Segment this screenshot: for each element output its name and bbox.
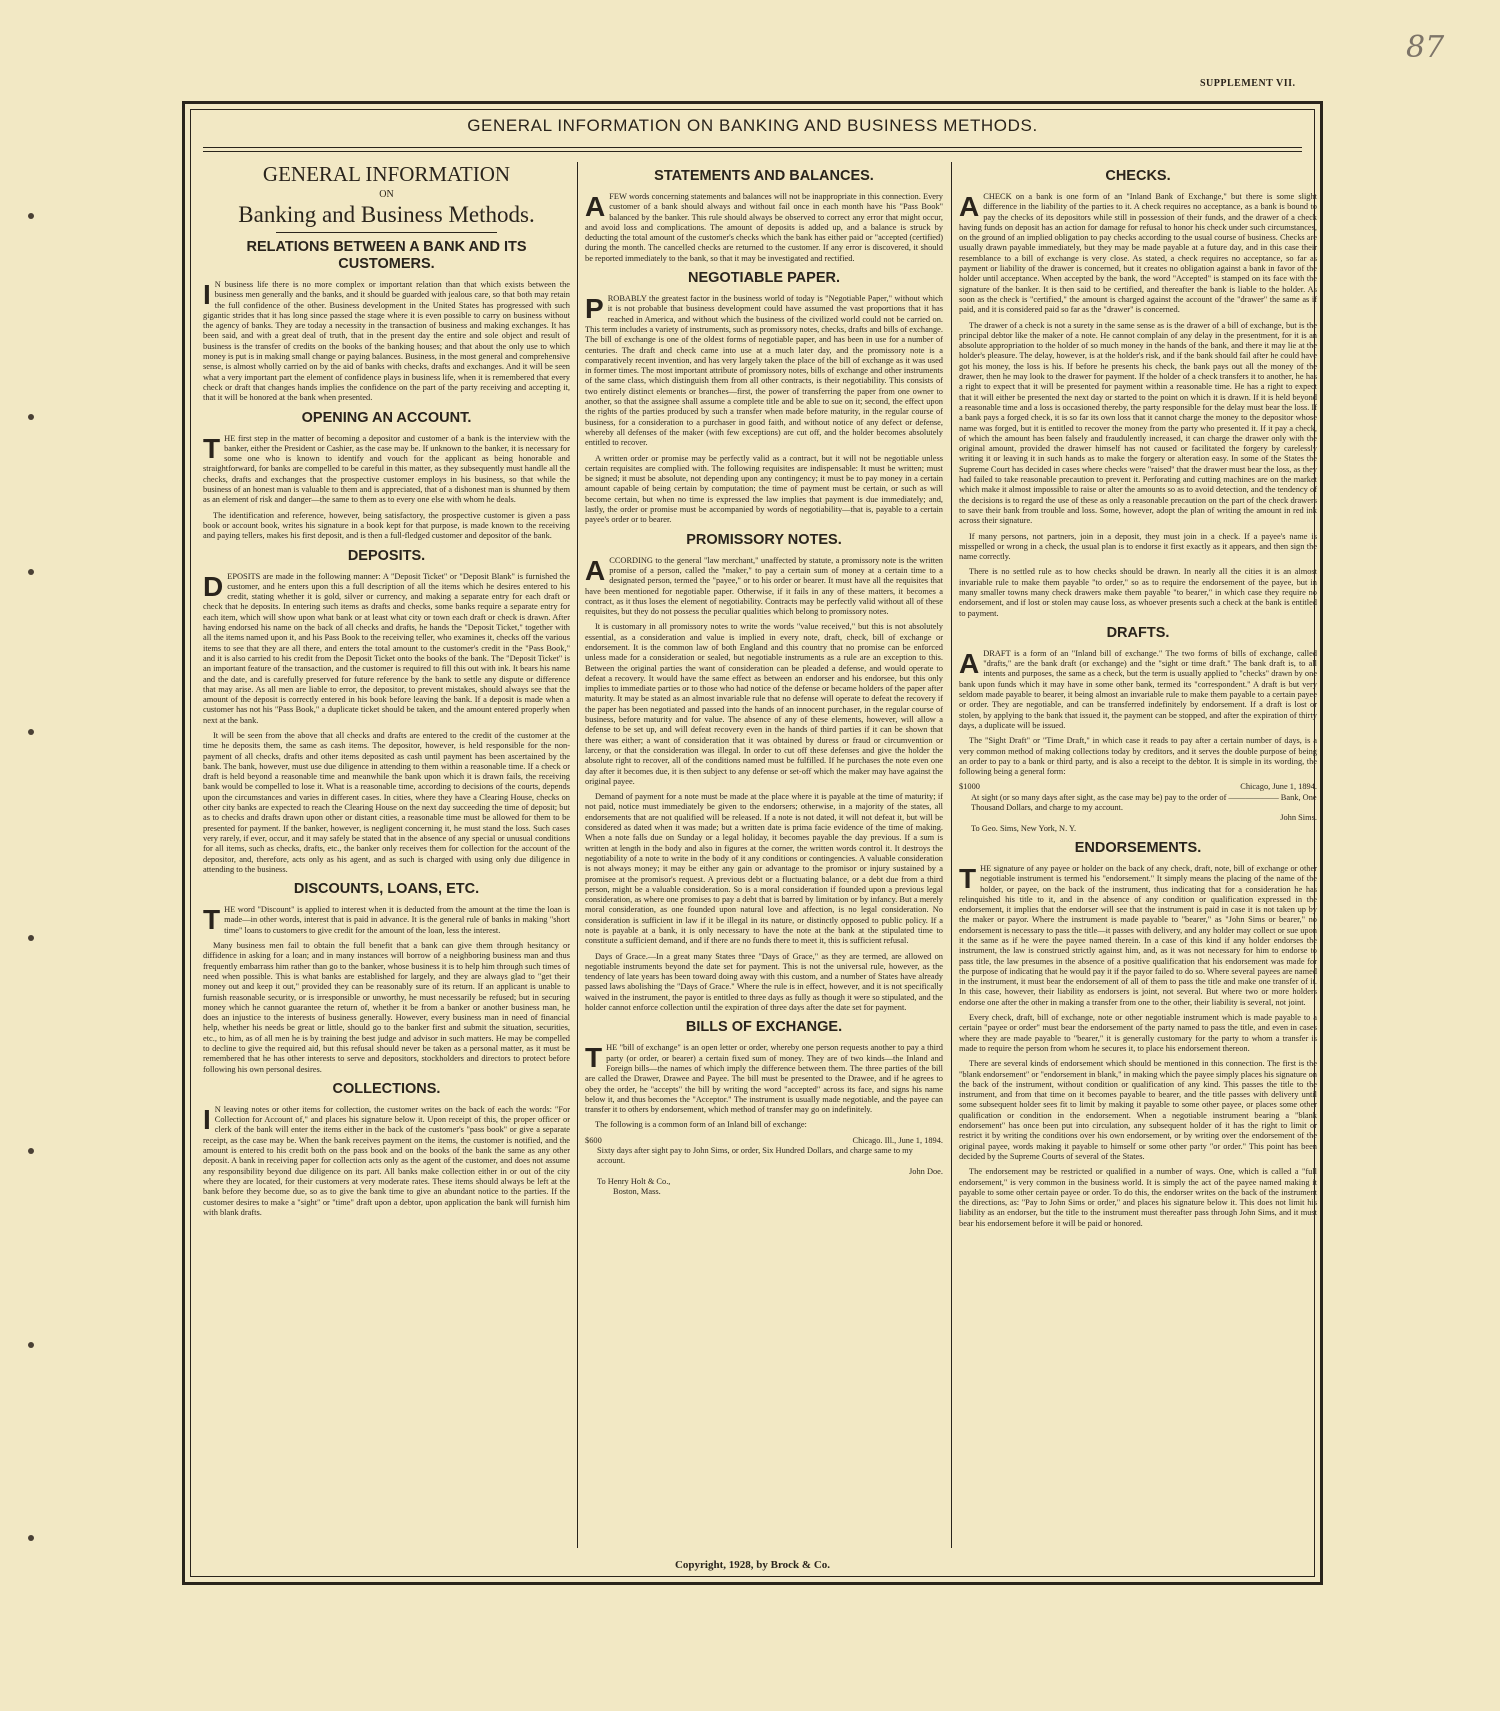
col2-sections [585,168,943,1131]
paragraph-text: HE word "Discount" is applied to interest when it is deducted from the amount at the time the loan is made—in other words, interest that is paid in advance. It is the general rule of banks in making "short time" loans to customers to give credit for the amount of the loan, less the interest. [224,905,570,935]
section-heading: PROMISSORY NOTES. [686,531,842,548]
section-paragraph [203,905,570,936]
section-paragraph: There is no settled rule as to how checks should be drawn. In nearly all the cities it is an almost invariable rule to make them payable "to order," so as to require the endorsement of the payee, but in many smaller towns many check drawers make them payable "to bearer," in which case they require no endorsement, and if lost or stolen may cause loss, as whoever presents such a check at the bank is entitled to payment. [959,567,1317,618]
punch-hole [28,1148,34,1154]
page-frame-inner [190,109,1315,1577]
section-heading: STATEMENTS AND BALANCES. [654,168,874,184]
section-paragraph: The identification and reference, however, being satisfactory, the prospective customer is given a pass book or account book, writes his signature in a book kept for that purpose, is made known to the receiving and paying tellers, makes his first deposit, and is then a full-fledged customer and depositor of the bank. [203,510,570,541]
page-number: 87 [1406,30,1445,65]
drop-cap: P [585,293,604,325]
intro-rule [276,232,496,233]
column-right [959,162,1317,1548]
section-paragraph: It is customary in all promissory notes to write the words "value received," but this is not absolutely essential, as a consideration and value is implied in every note, draft, check, bill of exchange or endorsement. It is the common law of both England and this country that no promise can be enforced unless made for a consideration or sealed, but negotiable instruments as a rule are an exception to this. Between the original parties the want of consideration can be pleaded a defense, and would operate to defeat a recovery. It would have the same effect as between an endorser and his endorsee, but this only implies to immediate parties or to those who had notice of the defense or became holders of the paper after maturity. It may be stated as an almost invariable rule that no defense will operate to defeat the recovery if the paper has been negotiated and passed into the hands of an innocent purchaser, in the regular course of business, before maturity and for value. The absence of any of these elements, however, will allow a defense to be set up, and will defeat recovery even in the hands of third parties if it can be shown that there was either; a want of consideration that it was obtained by duress or fraud or circumvention or larceny, or that the consideration was illegal. In order to cut off these defenses and give the holder the absolute right to recover, all of the conditions named must be fulfilled. If he purchases the note even one day after it becomes due, it is then subject to any defense or set-off which the maker may have against the original payee. [585,622,943,786]
section-paragraph [585,1043,943,1115]
draft-place-date: Chicago, June 1, 1894. [1240,782,1317,792]
section-heading: OPENING AN ACCOUNT. [301,409,472,426]
paragraph-text: CHECK on a bank is one form of an "Inland Bank of Exchange," but there is some slight difference in the liability of the parties to it. A check requires no acceptance, as a bank is bound to pay the checks of its depositors while still in possession of their funds, and the drawer of a check having funds on deposit has an action for damage for refusal to honor his check under such circumstances, on the ground of an implied obligation to pay checks according to the usual course of business. Checks are usually drawn payable immediately, but they may be made payable at a future day, and in this case their resemblance to a bill of exchange is very close. As stated, a check requires no acceptance, so far as payment or liability of the drawer is concerned, but it creates no obligation against a bank in favor of the holder until acceptance. When accepted by the bank, the word "Accepted" is stamped on its face with the signature of the banker. It is then said to be certified, and thereafter the bank is liable to the holder. As soon as the check is "certified," the amount is charged against the account of the "drawer" the same as if paid, and it is considered paid so far as the "drawer" is concerned. [959,192,1317,315]
page-frame [182,101,1323,1585]
draft-body: At sight (or so many days after sight, as the case may be) pay to the order of —————— Bank, One Thousand Dollars, and charge to my account. [971,792,1317,813]
drop-cap: D [203,570,224,602]
section-heading: CHECKS. [1105,168,1171,184]
intro-title: GENERAL INFORMATION [262,162,511,186]
punch-hole [28,729,34,735]
paragraph-text: ROBABLY the greatest factor in the business world of today is "Negotiable Paper," without which it is not probable that business development could have assumed the vast proportions that it has reached in America, and without which the business of the civilized world could not be carried on. This term includes a variety of instruments, such as promissory notes, checks, drafts and bills of exchange. The bill of exchange is one of the oldest forms of negotiable paper, and has been in use for a number of centuries. The draft and check came into use at a much later day, and the promissory note is a comparatively recent invention, and has very largely taken the place of the bill of exchange as it was used in former times. The most important attribute of promissory notes, bills of exchange and other instruments of the same class, which distinguish them from all other contracts, is their negotiability. This consists of two entirely distinct elements or branches—first, the power of transferring the paper from one owner to another, so that the assignee shall assume a complete title and be able to sue on it; second, the effect upon the rights of the parties produced by such a transfer when made before maturity, in the regular course of business, for a consideration to a purchaser in good faith, and without notice of any defect or defense, whereby all defenses of the maker (with few exceptions) are cut off, and the holder becomes absolutely entitled to recover. [585,294,943,448]
section-paragraph: It will be seen from the above that all checks and drafts are entered to the credit of the customer at the time he deposits them, the same as cash items. The depositor, however, is held responsible for the non-payment of all checks, drafts and other items deposited as cash until payment has been ascertained by the bank. The bank, however, must use due diligence in attending to them within a reasonable time. If a check or draft is held beyond a reasonable time and meanwhile the bank upon which it is drawn fails, the receiving bank would be compelled to lose it. What is a reasonable time, according to decisions of the courts, depends upon the circumstances and varies in different cases. In cities, where they have a Clearing House, checks on other city banks are expected to reach the Clearing House on the next day succeeding the time of deposit; but as to checks and drafts drawn upon other or distant cities, a reasonable time must be allowed for them to be presented for payment. If the banker, however, is negligent concerning it, he must stand the loss. Such cases very rarely, if ever, occur, and it may safely be stated that in the absence of any special or unusual conditions for all items, such as checks, drafts, etc., the banker only receives them for collection for the account of the depositor, and, therefore, acts only as his agent, and as such is charged with using only due diligence in attending to the business. [203,730,570,874]
column-divider [577,162,578,1548]
section-paragraph: The following is a common form of an Inland bill of exchange: [595,1120,807,1130]
col3-end-sections [959,840,1317,1229]
section-paragraph [959,649,1317,731]
section-paragraph [585,556,943,618]
drop-cap: A [585,191,606,222]
section-paragraph: Demand of payment for a note must be made at the place where it is payable at the time of maturity; if not paid, notice must immediately be given to the endorsers; otherwise, in a majority of the states, all endorsements that are not qualified will be released. If a note is not dated, it will not defeat it, but will be considered as dated when it was made; but a written date is prima facie evidence of the time of making. When a note falls due on Sunday or a legal holiday, it becomes payable the day previous. If a sum is written at length in the body and also in figures at the corner, the written words control it. It destroys the negotiability of a note to write in the body of it any conditions or contingencies. A valuable consideration is not always money; it may be either any gain or advantage to the promisor or injury sustained by a promisee at the promisor's request. A previous debt or a fluctuating balance, or a debt due from a third person, might be a valuable consideration. So is a moral consideration if founded upon a previous legal consideration, as where one promises to pay a debt that is barred by limitation or by infancy. But a merely moral consideration, as one founded upon natural love and affection, is no legal consideration. No consideration is sufficient in law if it be illegal in its nature, or distinctly opposed to public policy. If a note is payable at a bank, it is only necessary to have the note at the bank at the stipulated time to constitute a sufficient demand, and if there are no funds there to meet it, this is sufficient refusal. [585,792,943,946]
section-paragraph: Every check, draft, bill of exchange, note or other negotiable instrument which is made payable to a certain "payee or order" must bear the endorsement of the party named to pass the title, and even in cases where they are made payable to "bearer," it is generally customary for the party to whom a transfer is made to require the person from whom he secures it, to place his endorsement thereon. [959,1013,1317,1053]
bill-to-line2: Boston, Mass. [613,1187,661,1197]
bill-signer: John Doe. [909,1166,943,1176]
draft-signer: John Sims. [1280,813,1317,823]
punch-hole [28,414,34,420]
column-divider [951,162,952,1548]
paragraph-text: HE "bill of exchange" is an open letter or order, whereby one person requests another to pay a third party (or order, or bearer) a certain fixed sum of money. They are of two kinds—the Inland and Foreign bills—the names of which imply the difference between them. The three parties of the bill are called the Drawer, Drawee and Payee. The bill must be presented to the Drawee, and if he agrees to obey the order, he "accepts" the bill by writing the word "accepted" across its face, and signs his name below it, and thus becomes the "Acceptor." The instrument is usually made negotiable, and the payee can transfer it to others by endorsement, which method of transfer may go on indefinitely. [585,1043,943,1115]
section-paragraph: There are several kinds of endorsement which should be mentioned in this connection. The first is the "blank endorsement" or "endorsement in blank," in making which the payee simply places his signature on the back of the instrument, without condition or qualification of any kind. This passes the title to the instrument, and from that time on it becomes payable to bearer, and the title passes with delivery until some subsequent holder sees fit to limit by making it payable to some other payee, or places some other qualification or condition in the endorsement. When a negotiable instrument bearing a "blank endorsement" has once been put into circulation, any subsequent holder of it has the right to limit or restrict it by writing the conditions over his own endorsement, or by writing over the endorsement of the original payee, words making it payable to himself or some other party "or order." This point has been decided by the Supreme Courts of several of the States. [959,1059,1317,1161]
paragraph-text: HE first step in the matter of becoming a depositor and customer of a bank is the interview with the banker, either the President or Cashier, as the case may be. If unknown to the banker, it is necessary for some one who is known to identify and vouch for the applicant as being honorable and straightforward, for banks are compelled to be careful in this matter, as they subsequently must handle all the checks, drafts and exchanges that the prospective customer employs in his business, so that while the business of an honest man is valuable to them and is appreciated, that of a dishonest man is shunned by them as an element of risk and danger—the same to them as to every one else with whom he deals. [203,433,570,505]
section-heading: BILLS OF EXCHANGE. [685,1019,843,1036]
intro-on: ON [379,189,394,200]
section-paragraph [203,1105,570,1218]
drop-cap: T [203,904,221,936]
bill-place-date: Chicago. Ill., June 1, 1894. [852,1135,943,1145]
section-paragraph: Many business men fail to obtain the full benefit that a bank can give them through hesitancy or diffidence in asking for a loan; and in many instances will borrow of a neighboring business man and thus frequently embarrass him rather than go to the banker, whose business it is to help him through such times of need when possible. This is what banks are established for largely, and they are always glad to "get their money out and keep it out," provided they can be reasonably sure of its return. If an applicant is unable to furnish reasonable security, or is irresponsible or unworthy, he must necessarily be refused; but in securing money which he cannot guarantee the return of, whether it be from a banker or another business man, he does an injustice to the interests of business generally. However, every business man in need of financial help, whether his needs be great or little, should go to the banker first and submit the situation, securities, etc., to him, as of all men he is by training the best judge and advisor in such matters. He may be compelled to decline to give the required aid, but this refusal should never be taken as a personal matter, as it must be remembered that he has other interests to serve and depositors, stockholders and directors to protect before following his own personal desires. [203,941,570,1074]
drop-cap: A [959,191,980,222]
col3-sections [959,168,1317,777]
section-paragraph [585,294,943,448]
bill-amount: $600 [585,1135,602,1145]
banner-title: GENERAL INFORMATION ON BANKING AND BUSINESS METHODS. [467,116,1038,135]
drop-cap: T [959,862,977,894]
paragraph-text: FEW words concerning statements and balances will not be inappropriate in this connection. Every customer of a bank should always and without fail once in each month have his "Pass Book" balanced by the banker. This rule should always be observed to correct any error that might occur, and avoid loss and complications. The amount of deposits is added up, and a balance is struck by deducting the total amount of the customer's checks which the bank has either paid or "accepted (certified) during the month. The cancelled checks are returned to the customer. If any error is discovered, it should be reported immediately to the bank, so that it may be investigated and rectified. [585,192,943,263]
section-heading: NEGOTIABLE PAPER. [688,270,840,287]
copyright-notice: Copyright, 1928, by Brock & Co. [674,1559,831,1571]
section-paragraph [959,192,1317,316]
paragraph-text: EPOSITS are made in the following manner: A "Deposit Ticket" or "Deposit Blank" is furnished the customer, and he enters upon this a full description of all the items which he desires entered to his credit, stating whether it is gold, silver or currency, and making a separate entry for each draft or check that he deposits. In entering such items as drafts and checks, some banks require a separate entry for each item, which will show upon what bank or at least what city or town each draft or check is drawn. After having endorsed his name on the back of all checks and drafts, he hands the "Deposit Ticket," together with all the items named upon it, and his Pass Book to the receiving teller, who examines it, checks off the various items to see that they are all there, and enters the total amount to the customer's credit in the "Pass Book," and it is also carried to his credit from the Deposit Ticket onto the books of the bank. The "Deposit Ticket" is an important feature of the transaction, and the customer is required to fill this out with ink. It bears his name and the date, and is carefully preserved for future reference by the bank to settle any dispute or difference that may arise. As all men are liable to error, the depositor, to prevent mistakes, should always see that the amount of the deposit is correctly entered in his book before leaving the bank. If a deposit is made when a customer has not his "Pass Book," a duplicate ticket should be taken, and the amount entered properly when next at the bank. [203,571,570,725]
section-heading: COLLECTIONS. [332,1080,441,1097]
paragraph-text: DRAFT is a form of an "Inland bill of exchange." The two forms of bills of exchange, called "drafts," are the bank draft (or exchange) and the "sight or time draft." The bank draft is, to all intents and purposes, the same as a check, but the term is usually applied to "checks" drawn by one bank upon funds which it may have in some other bank, termed its "correspondent." A draft is but very seldom made payable to bearer, it being almost an invariable rule to make them payable to a certain payee or order. They are negotiable, and can be transferred indefinitely by endorsement. If a draft is lost or stolen, by applying to the bank that issued it, the payment can be stopped, and after the expiration of thirty days, a duplicate will be issued. [959,648,1317,730]
section-heading: DISCOUNTS, LOANS, ETC. [293,881,480,898]
drop-cap: T [585,1042,603,1074]
section-paragraph [203,434,570,506]
punch-hole [28,1342,34,1348]
drop-cap: A [585,554,606,586]
punch-hole [28,1535,34,1541]
paragraph-text: N business life there is no more complex or important relation than that which exists between the business men generally and the banks, and it should be guarded with jealous care, so that both may retain the full confidence of the other. Business development in the United States has progressed with such gigantic strides that it has long since passed the stage where it is even possible to carry on business without the agency of banks. They are today a necessity in the transaction of business and making exchanges. It has been said, and with a great deal of truth, that in the present day the entire and sole object and result of business is the transfer of credits on the books of the banking houses; and that about the only use to which money is put is in making small change or paying balances. Business, in the most general and comprehensive sense, is almost wholly carried on by the aid of banks with checks, drafts and exchanges. And it will be seen what a very important part the element of confidence plays in business life, when it is remembered that every check or draft that changes hands implies the confidence on the part of the party receiving and accepting it, that it will be honored at the bank when presented. [203,280,570,403]
section-heading: ENDORSEMENTS. [1074,839,1202,856]
supplement-label: SUPPLEMENT VII. [1200,78,1296,89]
section-paragraph: A written order or promise may be perfectly valid as a contract, but it will not be negotiable unless certain requisites are complied with. The following requisites are indispensable: It must be written; must be signed; it must be absolute, not depending upon any contingency; it must be to pay money in a certain amount capable of being certain by computation; the time of payment must be certain, or such as will become certain, but when no time is expressed the law implies that payment is due immediately; and, lastly, the order or promise must be accompanied by words of negotiability—that is, payable to a certain payee's order or to bearer. [585,453,943,525]
draft-amount: $1000 [959,782,980,792]
section-paragraph [959,864,1317,1008]
section-paragraph [203,572,570,726]
intro-subtitle: Banking and Business Methods. [238,202,535,227]
section-paragraph [585,192,943,264]
drop-cap: T [203,432,221,464]
punch-hole [28,935,34,941]
section-paragraph: The drawer of a check is not a surety in the same sense as is the drawer of a bill of exchange, but is the principal debtor like the maker of a note. He cannot complain of any delay in the presentment, for it is an absolute appropriation to the holder of so much money in the hands of the bank, and there it may lie at the holder's pleasure. The delay, however, is at the holder's risk, and if the bank should fail after he could have got his money, the loss is his. If before he presents his check, the bank pays out all the money of the drawer, then he may look to the drawer for payment. If the holder of a check transfers it to another, he has a right to expect that it will be presented for payment within a reasonable time. He has a right to expect that it will either be presented the next day or started to the point on which it is drawn. If it is held beyond a reasonable time and a loss is occasioned thereby, the party responsible for the delay must bear the loss. If a bank pays a forged check, it is so far its own loss that it cannot charge the money to the depositor whose name was forged, but it is entitled to recover the money from the party who presented it. If it pay a check, of which the amount has been falsely and fraudulently increased, it can charge the drawer only with the original amount, provided the drawer himself has not caused or facilitated the forgery by carelessly writing it or leaving it in such hands as to make the forgery or alteration easy. In some of the States the Supreme Court has decided in cases where checks were "raised" that the drawer must bear the loss, as they had failed to take reasonable precaution to prevent it. Perforating and cutting machines are on the market which make it almost impossible to raise or alter the amounts so as to avoid detection, and the tendency of the decisions is to regard the use of these as only a reasonable precaution on the part of the check drawers to save their bank from trouble and loss. Some, however, adopt the plan of writing the amount in red ink across their signature. [959,320,1317,526]
section-heading: RELATIONS BETWEEN A BANK AND ITS CUSTOMERS. [246,239,527,272]
draft-to-line: To Geo. Sims, New York, N. Y. [971,823,1077,833]
drop-cap: I [203,279,211,310]
draft-example [959,782,1317,833]
section-paragraph: The "Sight Draft" or "Time Draft," in which case it reads to pay after a certain number of days, is a very common method of making collections today by creditors, and it serves the double purpose of being an order to pay to a bank or third party, and is also a receipt to the debtor. It is simple in its wording, the following being a general form: [959,736,1317,777]
punch-hole [28,569,34,575]
paragraph-text: HE signature of any payee or holder on the back of any check, draft, note, bill of exchange or other negotiable instrument is termed his "endorsement." It simply means the placing of the name of the holder, or payee, on the back of the instrument, thus indicating that for a consideration he has relinquished his title to it, and in the absence of any condition or qualification expressed in the endorsement, it implies that the endorser will see that the instrument is paid in case it is not taken up by the maker or payor. Where the instrument is made payable to "bearer," as "John Sims or bearer," no endorsement is necessary to pass the title—it passes with delivery, and any holder may collect or sue upon it the same as if he were the payee named therein. In a case of this kind if any holder endorses the instrument, the law is construed strictly against him, and, as it was not necessary for him to endorse to pass title, the law presumes in the absence of a positive qualification that his endorsement was made for the purpose of indicating that he would pay it if the payor failed to do so. Where several payees are named in the instrument, it must bear the endorsement of all of them to pass the title and make one transfer of it. In this case, however, their liability as endorsers is joint, not several. But where two or more holders endorse one after the other in making a transfer from one to the other, their liability is several, not joint. [959,863,1317,1007]
bill-of-exchange-example [585,1136,943,1198]
bill-to-line1: To Henry Holt & Co., [597,1176,671,1186]
bill-body: Sixty days after sight pay to John Sims, or order, Six Hundred Dollars, and charge same to my account. [597,1146,913,1166]
drop-cap: I [203,1103,211,1135]
column-middle [585,162,943,1548]
section-paragraph: Days of Grace.—In a great many States three "Days of Grace," as they are termed, are allowed on negotiable instruments beyond the date set for payment. This is not the universal rule, however, as the tendency of late years has been toward doing away with this custom, and a number of States have already passed laws abolishing the "Days of Grace." Where the rule is in effect, however, and it is not specifically waived in the instrument, the payor is entitled to three days as fully as though it were so stipulated, and the holder cannot enforce collection until the expiration of three days after the date set for payment. [585,951,943,1013]
paragraph-text: N leaving notes or other items for collection, the customer writes on the back of each the words: "For Collection for Account of," and places his signature below it. Upon receipt of this, the proper officer or clerk of the bank will enter the items either in the back of the customer's "pass book" or give a separate receipt, as the case may be. When the bank receives payment on the items, the customer is notified, and the amount is entered to his credit both on the pass book and on the books of the bank the same as any other deposit. A bank in receiving paper for collection acts only as the agent of the customer, and does not assume any responsibility beyond due diligence on its part. All banks make collection either in or out of the city where they are located, for their customers at very moderate rates. These items should always be left at the bank before they become due, so as to give the bank time to give an abundant notice to the parties. If the customer desires to make a "sight" or "time" draft upon a debtor, upon application the bank will furnish him with blank drafts. [203,1104,570,1217]
section-paragraph [203,280,570,404]
section-heading: DEPOSITS. [347,547,426,564]
paragraph-text: CCORDING to the general "law merchant," unaffected by statute, a promissory note is the written promise of a person, called the "maker," to pay a certain sum of money at a certain time to a designated person, termed the "payee," or to his order or bearer. It must have all the requisites that have been mentioned for negotiable paper. Otherwise, if it fails in any of these matters, it becomes a contract, as it thus loses the element of negotiability. Contracts may be perfectly valid without all of these requisites, but they do not possess the peculiar qualities which belong to promissory notes. [585,555,943,617]
punch-hole [28,213,34,219]
section-heading: DRAFTS. [1106,624,1170,641]
col1-sections [203,239,570,1218]
section-paragraph: The endorsement may be restricted or qualified in a number of ways. One, which is called a "full endorsement," is very common in the business world. It is simply the act of the payee named making it payable to some other certain payee or order. To do this, the endorser writes on the back of the instrument the directions, as: "Pay to John Sims or order," and places his signature below it. This does not limit his liability as an endorser, but the title to the instrument must thereafter pass through John Sims, and it must bear his endorsement before it will be paid or honored. [959,1167,1317,1228]
section-paragraph: If many persons, not partners, join in a deposit, they must join in a check. If a payee's name is misspelled or wrong in a check, the usual plan is to endorse it first exactly as it appears, and then sign the name correctly. [959,531,1317,562]
banner-rule [203,147,1302,152]
drop-cap: A [959,647,980,679]
column-left [203,162,570,1548]
